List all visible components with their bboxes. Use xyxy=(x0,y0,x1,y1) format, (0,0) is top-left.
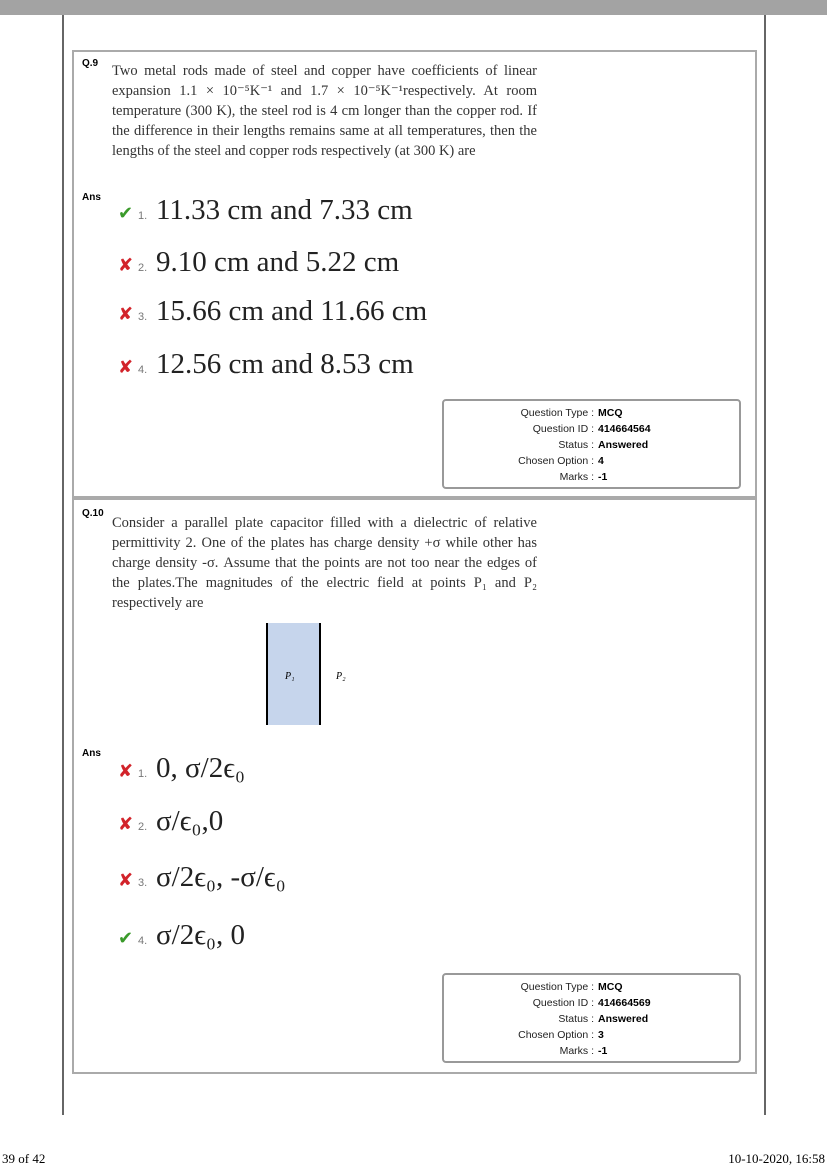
ans-label: Ans xyxy=(82,748,101,759)
question-info xyxy=(442,973,741,1063)
answer-option xyxy=(118,348,414,384)
chosen-option-row xyxy=(444,453,739,469)
question-10 xyxy=(72,498,757,1074)
chosen-option-value: 4 xyxy=(598,455,604,467)
option-text: 9.10 cm and 5.22 cm xyxy=(156,246,400,278)
chosen-option-label: Chosen Option : xyxy=(518,455,594,467)
status-row xyxy=(444,1011,739,1027)
question-type-value: MCQ xyxy=(598,407,623,419)
question-type-value: MCQ xyxy=(598,981,623,993)
ans-label: Ans xyxy=(82,192,101,203)
point-p2-label: P₂ xyxy=(336,671,346,682)
question-id-value: 414664564 xyxy=(598,423,651,435)
option-number: 3. xyxy=(138,311,148,323)
question-id-row xyxy=(444,421,739,437)
option-text: σ/ϵ₀,0 xyxy=(156,805,224,837)
question-type-label: Question Type : xyxy=(520,407,594,419)
status-value: Answered xyxy=(598,439,649,451)
option-number: 4. xyxy=(138,364,148,376)
answer-option xyxy=(118,194,413,230)
question-id-label: Question ID : xyxy=(532,423,594,435)
top-bar xyxy=(0,0,827,15)
question-info xyxy=(442,399,741,489)
question-number: Q.10 xyxy=(82,508,104,519)
question-number: Q.9 xyxy=(82,58,99,69)
option-number: 3. xyxy=(138,877,148,889)
print-datetime: 10-10-2020, 16:58 xyxy=(728,1151,825,1166)
option-number: 1. xyxy=(138,768,148,780)
marks-row xyxy=(444,469,739,485)
point-p1-label: P₁ xyxy=(285,671,295,682)
answer-option xyxy=(118,295,427,331)
status-label: Status : xyxy=(558,439,594,451)
answer-option xyxy=(118,919,245,955)
question-type-row xyxy=(444,405,739,421)
question-id-row xyxy=(444,995,739,1011)
left-border xyxy=(62,15,64,1115)
cross-icon: ✘ xyxy=(118,255,134,275)
status-row xyxy=(444,437,739,453)
cross-icon: ✘ xyxy=(118,870,134,890)
right-border xyxy=(764,15,766,1115)
option-text: 0, σ/2ϵ₀ xyxy=(156,752,246,784)
check-icon: ✔ xyxy=(118,928,134,948)
option-text: 15.66 cm and 11.66 cm xyxy=(156,295,428,327)
question-text: Two metal rods made of steel and copper have coefficients of linear expansion 1.1 × 10⁻⁵K⁻¹ and 1.7 × 10⁻⁵K⁻¹respectively. At room temperature (300 K), the steel rod is 4 cm longer than the copper rod. If the difference in their lengths remains same at all temperatures, then the lengths of the steel and copper rods respectively (at 300 K) are xyxy=(112,63,537,159)
question-id-label: Question ID : xyxy=(532,997,594,1009)
marks-value: -1 xyxy=(598,1045,608,1057)
question-type-row xyxy=(444,979,739,995)
answer-option xyxy=(118,805,223,841)
marks-label: Marks : xyxy=(559,1045,594,1057)
cross-icon: ✘ xyxy=(118,761,134,781)
marks-row xyxy=(444,1043,739,1059)
chosen-option-label: Chosen Option : xyxy=(518,1029,594,1041)
option-text: 11.33 cm and 7.33 cm xyxy=(156,194,413,226)
option-number: 4. xyxy=(138,935,148,947)
status-label: Status : xyxy=(558,1013,594,1025)
cross-icon: ✘ xyxy=(118,304,134,324)
question-type-label: Question Type : xyxy=(520,981,594,993)
question-9 xyxy=(72,50,757,498)
chosen-option-value: 3 xyxy=(598,1029,604,1041)
chosen-option-row xyxy=(444,1027,739,1043)
option-number: 2. xyxy=(138,262,148,274)
cross-icon: ✘ xyxy=(118,814,134,834)
answer-option xyxy=(118,861,286,897)
marks-label: Marks : xyxy=(559,471,594,483)
question-id-value: 414664569 xyxy=(598,997,651,1009)
cross-icon: ✘ xyxy=(118,357,134,377)
option-text: σ/2ϵ₀, 0 xyxy=(156,919,246,951)
option-text: σ/2ϵ₀, -σ/ϵ₀ xyxy=(156,861,286,893)
status-value: Answered xyxy=(598,1013,649,1025)
option-text: 12.56 cm and 8.53 cm xyxy=(156,348,414,380)
answer-option xyxy=(118,752,245,788)
option-number: 1. xyxy=(138,210,148,222)
answer-option xyxy=(118,246,399,282)
option-number: 2. xyxy=(138,821,148,833)
check-icon: ✔ xyxy=(118,203,134,223)
question-text: Consider a parallel plate capacitor filled with a dielectric of relative permittivity 2. One of the plates has charge density +σ while other has charge density -σ. Assume that the points are not too near the edges of the plates.The magnitudes of the electric field at points P₁ and P₂ respectively are xyxy=(112,515,537,611)
marks-value: -1 xyxy=(598,471,608,483)
page-number: 39 of 42 xyxy=(2,1151,46,1166)
